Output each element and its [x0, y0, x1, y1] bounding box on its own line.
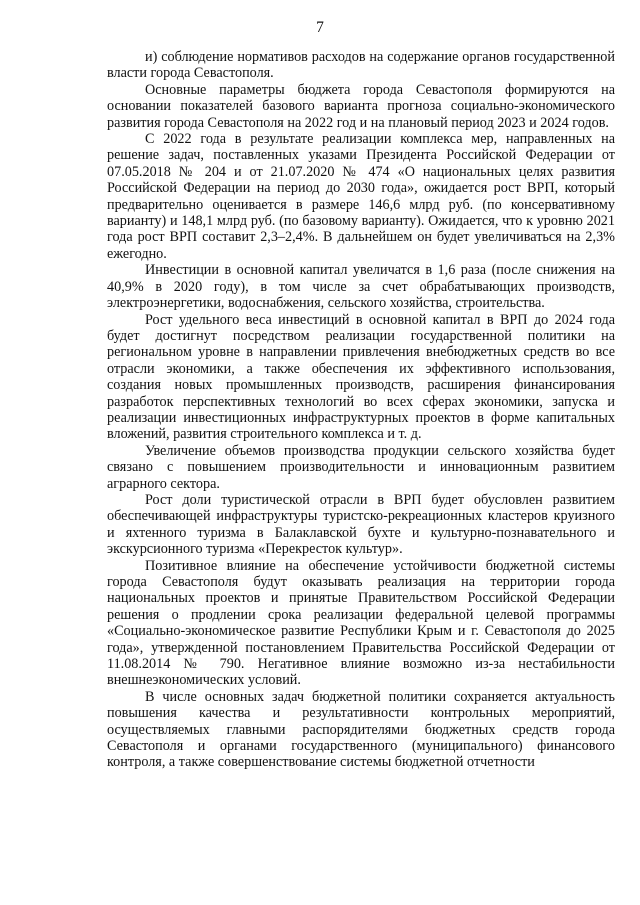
page-number: 7	[316, 19, 324, 36]
paragraph: и) соблюдение нормативов расходов на содержание органов государственной власти города Севастополя.	[107, 49, 615, 82]
paragraph: С 2022 года в результате реализации комплекса мер, направленных на решение задач, поставленных указами Президента Российской Федерации от 07.05.2018 № 204 и от 21.07.2020 № 474 «О национальных целях развития Российской Федерации на период до 2030 года», ожидается рост ВРП, который предварительно оценивается в размере 146,6 млрд руб. (по консервативному варианту) и 148,1 млрд руб. (по базовому варианту). Ожидается, что к уровню 2021 года рост ВРП составит 2,3–2,4%. В дальнейшем он будет увеличиваться на 2,3% ежегодно.	[107, 131, 615, 262]
page-body	[107, 49, 615, 771]
paragraph: Позитивное влияние на обеспечение устойчивости бюджетной системы города Севастополя будут оказывать реализация на территории города национальных проектов и принятые Правительством Российской Федерации решения о продлении срока реализации федеральной целевой программы «Социально-экономическое развитие Республики Крым и г. Севастополя до 2025 года», утвержденной постановлением Правительства Российской Федерации от 11.08.2014 № 790. Негативное влияние возможно из-за нестабильности внешнеэкономических условий.	[107, 557, 615, 689]
paragraph: В числе основных задач бюджетной политики сохраняется актуальность повышения качества и результативности контрольных мероприятий, осуществляемых главными распорядителями бюджетных средств города Севастополя и органами государственного (муниципального) финансового контроля, а также совершенствование системы бюджетной отчетности	[107, 688, 615, 771]
paragraph: Основные параметры бюджета города Севастополя формируются на основании показателей базового варианта прогноза социально-экономического развития города Севастополя на 2022 год и на плановый период 2023 и 2024 годов.	[107, 81, 615, 131]
paragraph: Инвестиции в основной капитал увеличатся в 1,6 раза (после снижения на 40,9% в 2020 году), в том числе за счет обрабатывающих производств, электроэнергетики, водоснабжения, сельского хозяйства, строительства.	[107, 262, 615, 312]
paragraph: Рост доли туристической отрасли в ВРП будет обусловлен развитием обеспечивающей инфраструктуры туристско-рекреационных кластеров круизного и яхтенного туризма в Балаклавской бухте и культурно-познавательного и экскурсионного туризма «Перекресток культур».	[107, 491, 615, 558]
paragraph: Рост удельного веса инвестиций в основной капитал в ВРП до 2024 года будет достигнут посредством реализации государственной политики на региональном уровне в направлении привлечения внебюджетных средств во все отрасли экономики, а также обеспечения их эффективного использования, создания новых промышленных производств, расширения финансирования разработок перспективных технологий во всех сферах экономики, запуска и реализации инвестиционных инфраструктурных проектов в форме капитальных вложений, развития строительного комплекса и т. д.	[107, 311, 615, 443]
paragraph: Увеличение объемов производства продукции сельского хозяйства будет связано с повышением производительности и инновационным развитием аграрного сектора.	[107, 442, 615, 492]
